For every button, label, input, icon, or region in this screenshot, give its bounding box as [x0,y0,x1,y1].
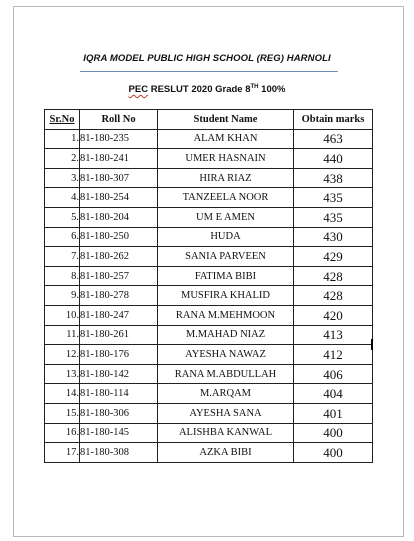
cell-roll-no: 81-180-261 [80,325,158,345]
header-obtain-marks: Obtain marks [294,110,373,130]
cell-student-name: AYESHA NAWAZ [158,345,294,365]
cell-roll-no: 81-180-278 [80,286,158,306]
results-table [44,109,373,463]
cell-sr-no: 9. [45,286,80,306]
cell-sr-no: 17. [45,443,80,463]
cell-student-name: UMER HASNAIN [158,149,294,169]
cell-student-name: UM E AMEN [158,207,294,227]
cell-sr-no: 8. [45,266,80,286]
cell-obtain-marks: 412 [294,345,373,365]
cell-sr-no: 6. [45,227,80,247]
cell-obtain-marks: 463 [294,129,373,149]
table-row [45,168,373,188]
cell-roll-no: 81-180-262 [80,247,158,267]
cell-sr-no: 16. [45,423,80,443]
cell-sr-no: 14. [45,384,80,404]
table-row [45,207,373,227]
table-row [45,129,373,149]
title-rule [80,71,338,72]
table-row [45,188,373,208]
cell-sr-no: 15. [45,403,80,423]
cell-student-name: HIRA RIAZ [158,168,294,188]
cell-obtain-marks: 435 [294,188,373,208]
table-row [45,403,373,423]
table-row [45,227,373,247]
cell-student-name: ALAM KHAN [158,129,294,149]
cell-obtain-marks: 406 [294,364,373,384]
result-prefix: PEC [128,84,149,95]
cell-roll-no: 81-180-176 [80,345,158,365]
cell-obtain-marks: 429 [294,247,373,267]
cell-obtain-marks: 400 [294,443,373,463]
cell-roll-no: 81-180-247 [80,305,158,325]
school-name: IQRA MODEL PUBLIC HIGH SCHOOL (REG) HARNOLI [83,53,331,64]
cell-obtain-marks: 413 [294,325,373,345]
cell-obtain-marks: 404 [294,384,373,404]
table-row [45,364,373,384]
cell-student-name: ALISHBA KANWAL [158,423,294,443]
cell-roll-no: 81-180-204 [80,207,158,227]
cell-roll-no: 81-180-306 [80,403,158,423]
table-row [45,325,373,345]
cell-sr-no: 4. [45,188,80,208]
cell-student-name: HUDA [158,227,294,247]
cell-student-name: M.ARQAM [158,384,294,404]
table-row [45,423,373,443]
table-row [45,305,373,325]
cell-student-name: TANZEELA NOOR [158,188,294,208]
cell-student-name: SANIA PARVEEN [158,247,294,267]
table-row [45,149,373,169]
cell-obtain-marks: 420 [294,305,373,325]
cell-student-name: AZKA BIBI [158,443,294,463]
cell-roll-no: 81-180-308 [80,443,158,463]
table-row [45,286,373,306]
cell-student-name: AYESHA SANA [158,403,294,423]
cell-obtain-marks: 435 [294,207,373,227]
cell-obtain-marks: 428 [294,286,373,306]
result-title-text: RESLUT 2020 Grade 8 [150,84,251,95]
cell-sr-no: 3. [45,168,80,188]
cell-sr-no: 2. [45,149,80,169]
cell-sr-no: 1. [45,129,80,149]
cell-student-name: RANA M.ABDULLAH [158,364,294,384]
grade-superscript: TH [250,83,259,90]
cell-obtain-marks: 400 [294,423,373,443]
table-row [45,384,373,404]
cell-roll-no: 81-180-257 [80,266,158,286]
cell-obtain-marks: 430 [294,227,373,247]
cell-student-name: FATIMA BIBI [158,266,294,286]
table-header-row [45,110,373,130]
table-row [45,443,373,463]
cell-sr-no: 11. [45,325,80,345]
table-body [45,129,373,462]
cell-roll-no: 81-180-114 [80,384,158,404]
cell-obtain-marks: 440 [294,149,373,169]
cell-sr-no: 13. [45,364,80,384]
cell-sr-no: 10. [45,305,80,325]
cell-obtain-marks: 401 [294,403,373,423]
cell-roll-no: 81-180-235 [80,129,158,149]
cell-roll-no: 81-180-241 [80,149,158,169]
cell-obtain-marks: 428 [294,266,373,286]
header-sr-no: Sr.No [45,110,80,130]
cell-roll-no: 81-180-145 [80,423,158,443]
cell-roll-no: 81-180-307 [80,168,158,188]
cell-sr-no: 5. [45,207,80,227]
table-row [45,345,373,365]
cell-sr-no: 12. [45,345,80,365]
cell-student-name: M.MAHAD NIAZ [158,325,294,345]
result-percentage: 100% [261,84,286,95]
result-title [0,84,414,95]
table-row [45,266,373,286]
cell-roll-no: 81-180-250 [80,227,158,247]
text-cursor [371,339,373,350]
header-student-name: Student Name [158,110,294,130]
table-row [45,247,373,267]
cell-student-name: RANA M.MEHMOON [158,305,294,325]
cell-obtain-marks: 438 [294,168,373,188]
cell-roll-no: 81-180-142 [80,364,158,384]
cell-student-name: MUSFIRA KHALID [158,286,294,306]
cell-sr-no: 7. [45,247,80,267]
cell-roll-no: 81-180-254 [80,188,158,208]
header-roll-no: Roll No [80,110,158,130]
